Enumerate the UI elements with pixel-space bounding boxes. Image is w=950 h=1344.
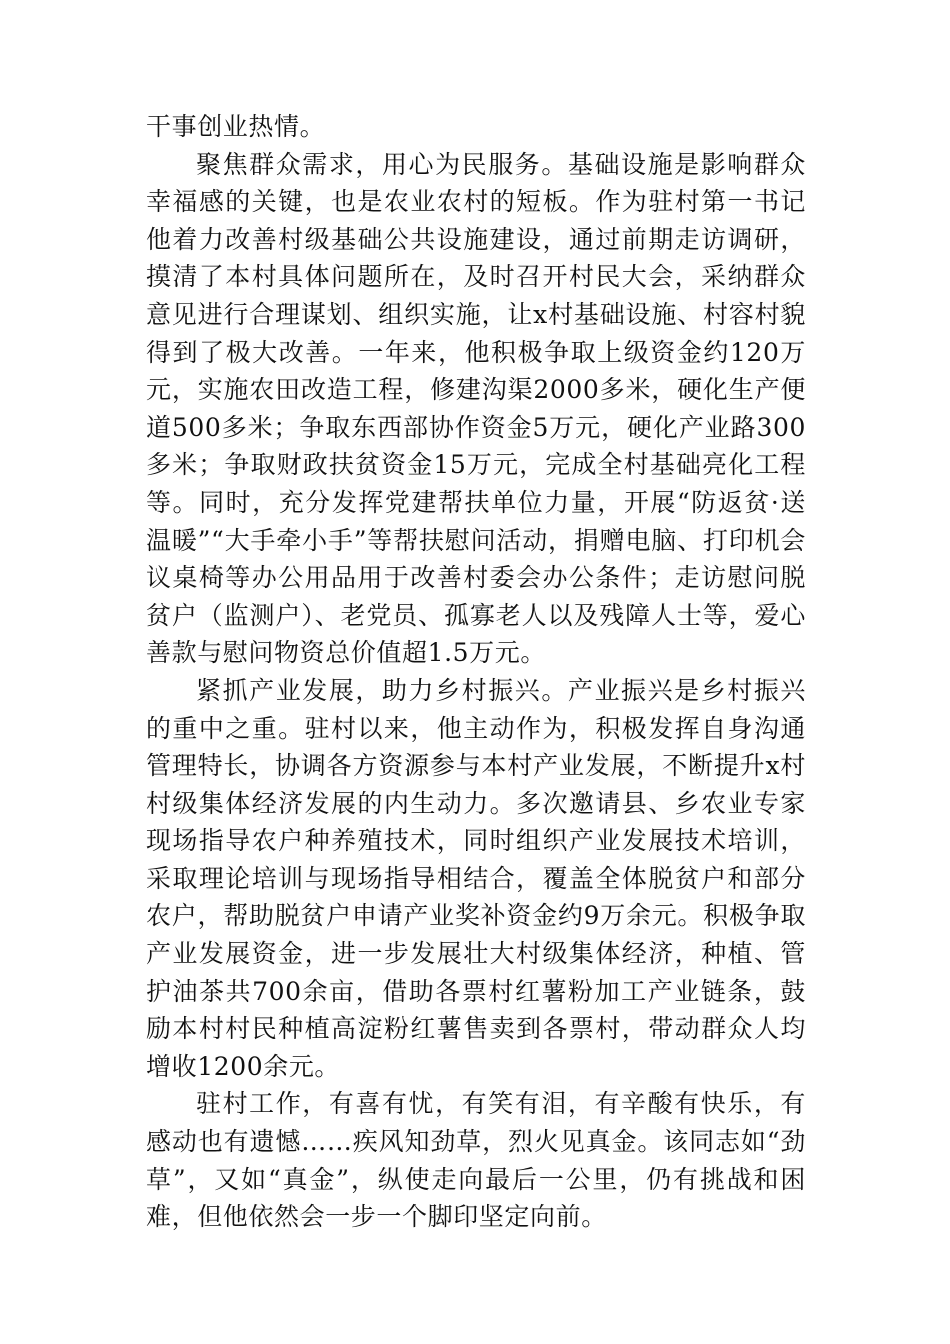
document-body bbox=[146, 108, 806, 1236]
paragraph-continuation: 干事创业热情。 bbox=[146, 112, 326, 141]
paragraph-conclusion: 驻村工作，有喜有忧，有笑有泪，有辛酸有快乐，有感动也有遗憾……疾风知劲草，烈火见真金。该同志如“劲草”，又如“真金”，纵使走向最后一公里，仍有挑战和困难，但他依然会一步一个脚印坚定向前。 bbox=[146, 1089, 806, 1232]
paragraph-industry: 紧抓产业发展，助力乡村振兴。产业振兴是乡村振兴的重中之重。驻村以来，他主动作为，积极发挥自身沟通管理特长，协调各方资源参与本村产业发展，不断提升x村村级集体经济发展的内生动力。多次邀请县、乡农业专家现场指导农户种养殖技术，同时组织产业发展技术培训，采取理论培训与现场指导相结合，覆盖全体脱贫户和部分农户，帮助脱贫户申请产业奖补资金约9万余元。积极争取产业发展资金，进一步发展壮大村级集体经济，种植、管护油茶共700余亩，借助各票村红薯粉加工产业链条，鼓励本村村民种植高淀粉红薯售卖到各票村，带动群众人均增收1200余元。 bbox=[146, 675, 806, 1081]
paragraph-infrastructure: 聚焦群众需求，用心为民服务。基础设施是影响群众幸福感的关键，也是农业农村的短板。作为驻村第一书记他着力改善村级基础公共设施建设，通过前期走访调研，摸清了本村具体问题所在，及时召开村民大会，采纳群众意见进行合理谋划、组织实施，让x村基础设施、村容村貌得到了极大改善。一年来，他积极争取上级资金约120万元，实施农田改造工程，修建沟渠2000多米，硬化生产便道500多米；争取东西部协作资金5万元，硬化产业路300多米；争取财政扶贫资金15万元，完成全村基础亮化工程等。同时，充分发挥党建帮扶单位力量，开展“防返贫·送温暖”“大手牵小手”等帮扶慰问活动，捐赠电脑、打印机会议桌椅等办公用品用于改善村委会办公条件；走访慰问脱贫户（监测户）、老党员、孤寡老人以及残障人士等，爱心善款与慰问物资总价值超1.5万元。 bbox=[146, 149, 806, 668]
